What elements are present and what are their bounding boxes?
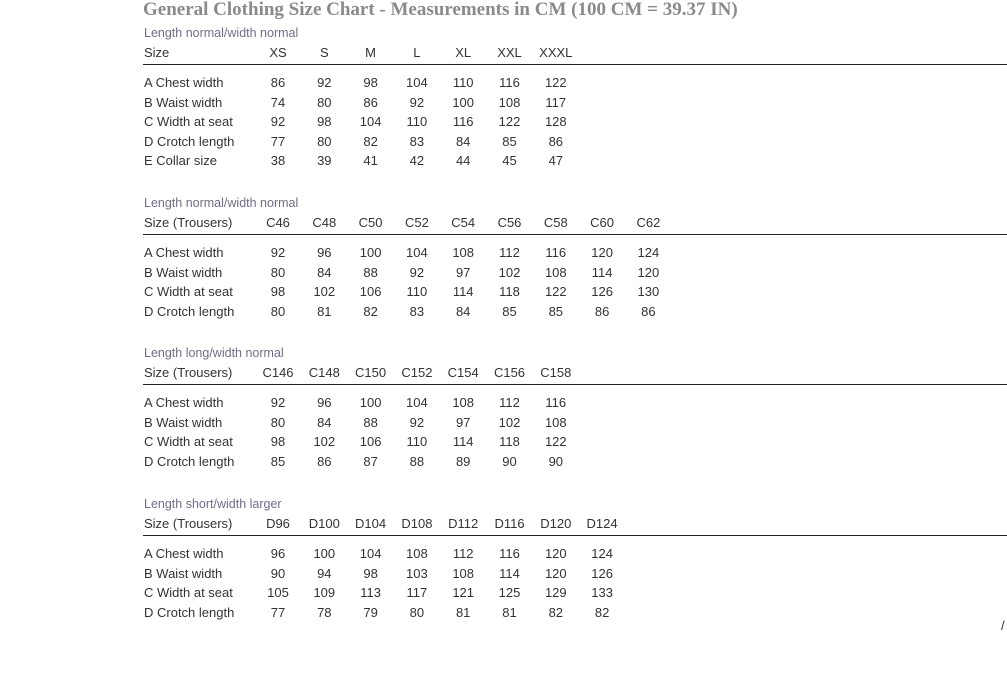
measurement-cell: 102: [313, 284, 336, 299]
measurement-cell: 98: [363, 75, 378, 90]
measurement-cell: 124: [637, 245, 660, 260]
measurement-cell: 92: [270, 245, 286, 260]
measurement-cell: 92: [409, 94, 425, 110]
header-divider: [143, 234, 1007, 235]
table-row: [0, 152, 1007, 170]
size-header-cell: XXXL: [539, 45, 573, 60]
measurement-label: B Waist width: [144, 264, 223, 280]
measurement-cell: 108: [544, 264, 567, 280]
measurement-cell: 84: [455, 133, 471, 149]
table-row: [0, 303, 1007, 321]
measurement-label: C Width at seat: [144, 585, 233, 600]
measurement-cell: 120: [591, 245, 613, 260]
measurement-cell: 114: [499, 565, 520, 581]
measurement-cell: 88: [363, 414, 378, 430]
measurement-cell: 133: [591, 585, 613, 600]
section-label: Length short/width larger: [144, 497, 282, 511]
measurement-cell: 100: [452, 94, 475, 110]
measurement-cell: 108: [544, 414, 567, 430]
size-header-cell: C152: [401, 365, 433, 380]
size-header-cell: C56: [497, 215, 522, 230]
header-divider: [143, 535, 1007, 536]
table-row: [0, 453, 1007, 471]
table-row: [0, 394, 1007, 412]
measurement-cell: 82: [363, 303, 378, 319]
measurement-cell: 92: [270, 395, 286, 410]
measurement-cell: 92: [409, 414, 425, 430]
measurement-cell: 125: [498, 585, 521, 600]
measurement-cell: 44: [455, 153, 471, 168]
measurement-cell: 90: [548, 453, 564, 469]
measurement-cell: 103: [406, 565, 428, 581]
measurement-cell: 104: [359, 114, 382, 129]
measurement-cell: 80: [409, 604, 425, 620]
measurement-cell: 89: [455, 453, 471, 469]
measurement-cell: 39: [317, 153, 332, 168]
table-header-row: [0, 515, 1007, 533]
measurement-cell: 108: [452, 245, 475, 260]
measurement-cell: 94: [317, 565, 332, 581]
measurement-cell: 82: [363, 133, 378, 149]
measurement-cell: 120: [544, 565, 567, 581]
measurement-label: C Width at seat: [144, 114, 233, 129]
measurement-label: B Waist width: [144, 565, 223, 581]
size-header-cell: D100: [308, 516, 340, 531]
table-row: [0, 565, 1007, 583]
measurement-cell: 114: [591, 264, 613, 280]
table-row: [0, 604, 1007, 622]
measurement-cell: 84: [455, 303, 471, 319]
size-header-cell: C146: [262, 365, 294, 380]
measurement-cell: 82: [548, 604, 564, 620]
measurement-cell: 104: [406, 395, 428, 410]
measurement-label: C Width at seat: [144, 284, 233, 299]
measurement-cell: 77: [270, 133, 286, 149]
measurement-label: A Chest width: [144, 245, 224, 260]
measurement-label: A Chest width: [144, 546, 224, 561]
size-header-cell: C46: [266, 215, 290, 230]
measurement-cell: 98: [363, 565, 378, 581]
measurement-cell: 110: [406, 434, 428, 449]
measurement-cell: 108: [452, 565, 475, 581]
measurement-cell: 112: [499, 395, 520, 410]
measurement-cell: 102: [498, 264, 521, 280]
measurement-cell: 100: [359, 395, 382, 410]
table-row: [0, 113, 1007, 131]
size-header-cell: L: [413, 45, 421, 60]
measurement-cell: 81: [502, 604, 517, 620]
measurement-cell: 102: [498, 414, 521, 430]
measurement-cell: 102: [313, 434, 336, 449]
measurement-cell: 80: [270, 264, 286, 280]
measurement-cell: 41: [363, 153, 378, 168]
measurement-cell: 114: [452, 284, 474, 299]
size-header-cell: C48: [312, 215, 337, 230]
measurement-label: C Width at seat: [144, 434, 233, 449]
table-row: [0, 433, 1007, 451]
measurement-cell: 113: [360, 585, 381, 600]
measurement-cell: 80: [317, 94, 332, 110]
size-header-cell: D112: [448, 516, 479, 531]
measurement-cell: 80: [270, 414, 286, 430]
measurement-cell: 122: [544, 75, 567, 90]
table-row: [0, 264, 1007, 282]
measurement-label: B Waist width: [144, 94, 223, 110]
size-header-cell: D124: [586, 516, 618, 531]
size-header-cell: D104: [355, 516, 387, 531]
size-header-cell: D116: [494, 516, 525, 531]
header-divider: [143, 64, 1007, 65]
measurement-cell: 42: [409, 153, 425, 168]
measurement-cell: 90: [270, 565, 286, 581]
measurement-cell: 88: [409, 453, 425, 469]
header-divider: [143, 384, 1007, 385]
measurement-cell: 116: [499, 546, 520, 561]
measurement-cell: 106: [359, 434, 382, 449]
section-label: Length normal/width normal: [144, 26, 299, 40]
measurement-cell: 120: [544, 546, 567, 561]
table-row: [0, 584, 1007, 602]
measurement-cell: 108: [452, 395, 475, 410]
measurement-cell: 82: [594, 604, 610, 620]
measurement-label: A Chest width: [144, 75, 224, 90]
size-header-cell: D120: [540, 516, 572, 531]
measurement-cell: 96: [317, 245, 332, 260]
measurement-cell: 98: [270, 434, 286, 449]
measurement-cell: 96: [270, 546, 286, 561]
measurement-cell: 97: [455, 414, 471, 430]
size-column-header: Size: [144, 45, 170, 60]
size-column-header: Size (Trousers): [144, 365, 233, 380]
measurement-cell: 98: [270, 284, 286, 299]
measurement-cell: 83: [409, 303, 425, 319]
size-header-cell: C50: [358, 215, 383, 230]
measurement-cell: 116: [499, 75, 520, 90]
measurement-cell: 108: [498, 94, 521, 110]
measurement-cell: 84: [317, 264, 332, 280]
measurement-cell: 110: [406, 284, 428, 299]
table-row: [0, 545, 1007, 563]
measurement-cell: 77: [270, 604, 286, 620]
measurement-cell: 124: [591, 546, 613, 561]
measurement-label: A Chest width: [144, 395, 224, 410]
size-header-cell: XXL: [497, 45, 522, 60]
measurement-cell: 117: [406, 585, 428, 600]
size-header-cell: XS: [269, 45, 287, 60]
measurement-cell: 79: [363, 604, 378, 620]
measurement-cell: 116: [452, 114, 474, 129]
measurement-label: D Crotch length: [144, 303, 235, 319]
measurement-cell: 86: [641, 303, 656, 319]
measurement-cell: 100: [313, 546, 336, 561]
measurement-cell: 85: [270, 453, 286, 469]
table-row: [0, 244, 1007, 262]
measurement-cell: 112: [499, 245, 520, 260]
table-row: [0, 283, 1007, 301]
measurement-cell: 86: [363, 94, 378, 110]
measurement-cell: 128: [544, 114, 567, 129]
measurement-cell: 83: [409, 133, 425, 149]
measurement-cell: 116: [545, 395, 567, 410]
edge-mark: /: [1001, 618, 1005, 633]
measurement-cell: 85: [502, 133, 517, 149]
measurement-cell: 84: [317, 414, 332, 430]
measurement-cell: 104: [359, 546, 382, 561]
measurement-cell: 92: [270, 114, 286, 129]
size-header-cell: C156: [493, 365, 526, 380]
table-header-row: [0, 214, 1007, 232]
measurement-cell: 97: [455, 264, 471, 280]
measurement-cell: 120: [637, 264, 660, 280]
measurement-cell: 38: [270, 153, 286, 168]
measurement-cell: 81: [455, 604, 471, 620]
size-header-cell: C154: [447, 365, 479, 380]
table-row: [0, 94, 1007, 112]
size-header-cell: D96: [266, 516, 290, 531]
measurement-cell: 117: [545, 94, 567, 110]
measurement-cell: 74: [270, 94, 286, 110]
measurement-cell: 112: [452, 546, 474, 561]
measurement-cell: 104: [406, 75, 428, 90]
measurement-cell: 85: [502, 303, 517, 319]
size-header-cell: C58: [543, 215, 568, 230]
measurement-cell: 87: [363, 453, 378, 469]
size-header-cell: C54: [451, 215, 476, 230]
measurement-cell: 80: [270, 303, 286, 319]
measurement-cell: 96: [317, 395, 332, 410]
table-row: [0, 133, 1007, 151]
measurement-cell: 121: [452, 585, 475, 600]
measurement-cell: 98: [317, 114, 332, 129]
size-header-cell: C150: [355, 365, 387, 380]
size-header-cell: C158: [540, 365, 572, 380]
measurement-cell: 122: [544, 284, 567, 299]
measurement-cell: 88: [363, 264, 378, 280]
measurement-cell: 122: [498, 114, 521, 129]
measurement-cell: 90: [502, 453, 517, 469]
table-row: [0, 414, 1007, 432]
measurement-cell: 86: [317, 453, 332, 469]
size-header-cell: C60: [590, 215, 615, 230]
size-header-cell: C148: [308, 365, 340, 380]
measurement-label: E Collar size: [144, 153, 217, 168]
section-label: Length long/width normal: [144, 346, 284, 360]
size-column-header: Size (Trousers): [144, 516, 233, 531]
size-header-cell: C52: [404, 215, 429, 230]
table-header-row: [0, 364, 1007, 382]
size-header-cell: C62: [636, 215, 661, 230]
measurement-cell: 105: [267, 585, 289, 600]
measurement-label: D Crotch length: [144, 133, 235, 149]
measurement-cell: 106: [359, 284, 382, 299]
measurement-cell: 118: [499, 434, 520, 449]
measurement-cell: 122: [544, 434, 567, 449]
table-row: [0, 74, 1007, 92]
measurement-cell: 109: [313, 585, 336, 600]
measurement-cell: 80: [317, 133, 332, 149]
measurement-cell: 45: [502, 153, 517, 168]
measurement-cell: 92: [317, 75, 332, 90]
measurement-cell: 92: [409, 264, 425, 280]
measurement-cell: 86: [594, 303, 610, 319]
measurement-cell: 130: [637, 284, 660, 299]
measurement-cell: 116: [545, 245, 567, 260]
measurement-label: B Waist width: [144, 414, 223, 430]
measurement-cell: 47: [548, 153, 564, 168]
size-header-cell: S: [319, 45, 329, 60]
page-title: General Clothing Size Chart - Measurements in CM (100 CM = 39.37 IN): [143, 0, 738, 20]
size-header-cell: M: [365, 45, 377, 60]
measurement-cell: 81: [317, 303, 332, 319]
measurement-cell: 110: [406, 114, 428, 129]
measurement-cell: 126: [591, 284, 613, 299]
measurement-cell: 110: [452, 75, 474, 90]
section-label: Length normal/width normal: [144, 196, 299, 210]
measurement-cell: 126: [591, 565, 613, 581]
measurement-label: D Crotch length: [144, 604, 235, 620]
measurement-cell: 114: [452, 434, 474, 449]
measurement-label: D Crotch length: [144, 453, 235, 469]
measurement-cell: 104: [406, 245, 428, 260]
measurement-cell: 108: [406, 546, 428, 561]
table-header-row: [0, 44, 1007, 62]
measurement-cell: 129: [544, 585, 567, 600]
measurement-cell: 100: [359, 245, 382, 260]
measurement-cell: 86: [270, 75, 286, 90]
measurement-cell: 85: [548, 303, 564, 319]
measurement-cell: 118: [499, 284, 520, 299]
size-header-cell: XL: [455, 45, 472, 60]
measurement-cell: 78: [317, 604, 332, 620]
size-column-header: Size (Trousers): [144, 215, 233, 230]
measurement-cell: 86: [548, 133, 564, 149]
size-header-cell: D108: [401, 516, 433, 531]
